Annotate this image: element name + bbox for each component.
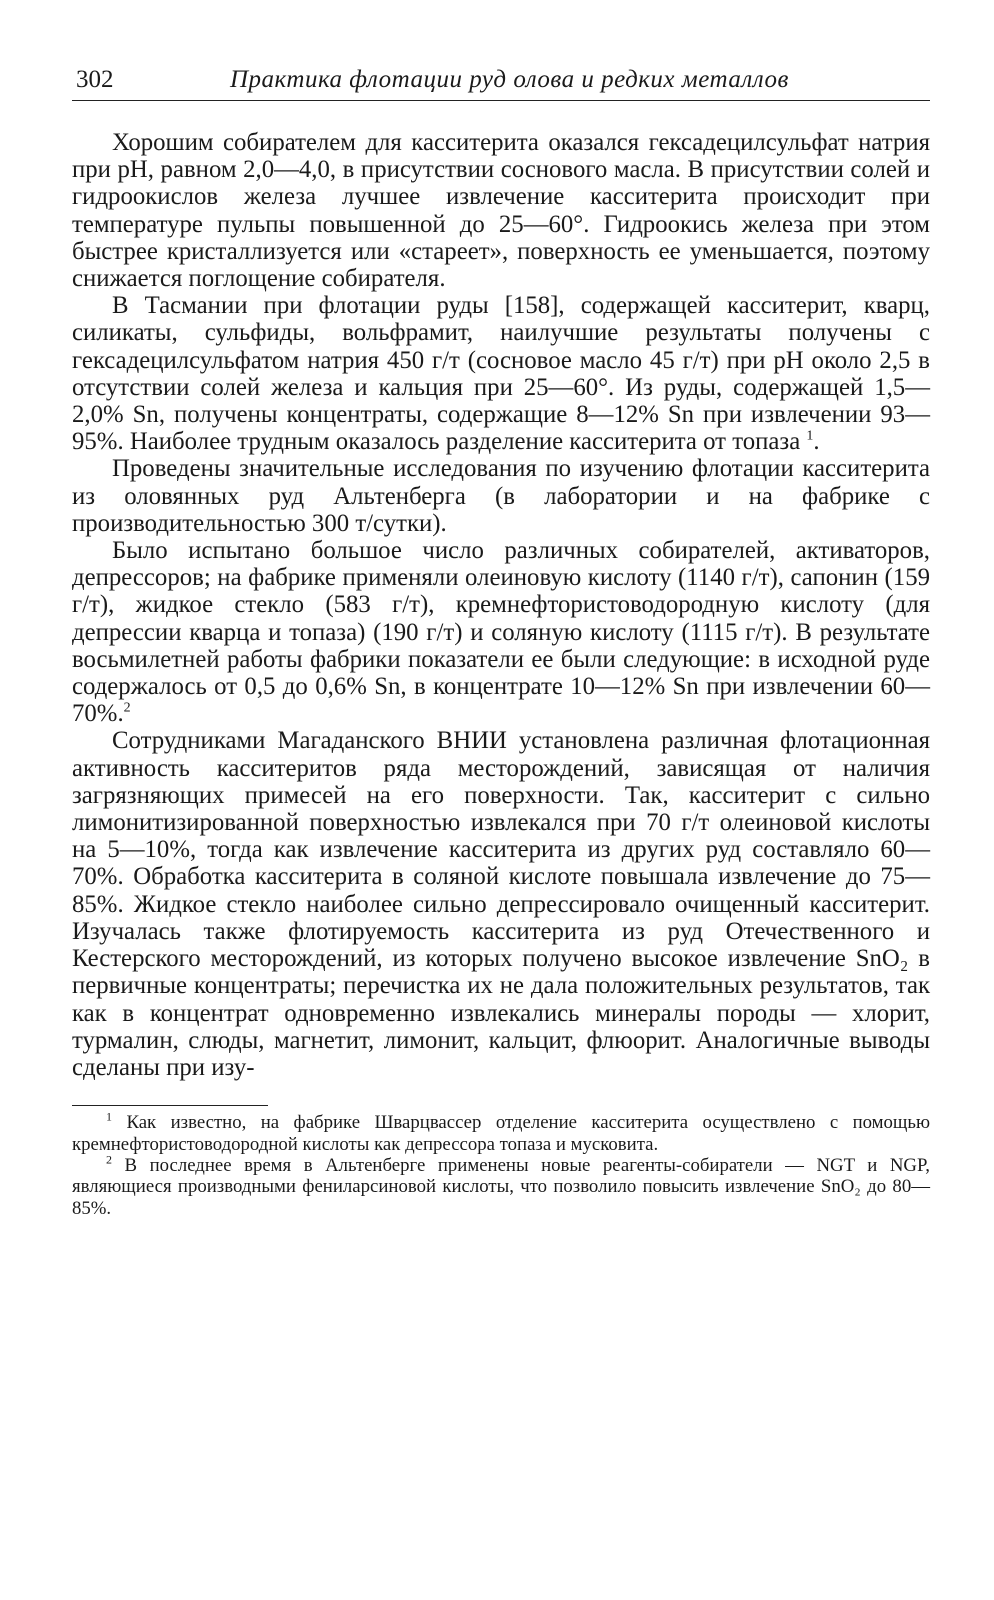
footnote: [72, 1109, 930, 1155]
footnote-mark: 2: [106, 1152, 112, 1167]
footnote-mark: 1: [106, 1109, 112, 1124]
footnote-ref: 2: [123, 701, 131, 716]
running-title: Практика флотации руд олова и редких металлов: [230, 66, 789, 93]
footnote: [72, 1152, 931, 1219]
paragraph: В Тасмании при флотации руды [158], содержащей касситерит, кварц, силикаты, сульфиды, вольфрамит, наилучшие результаты получены с гексадецилсульфатом натрия 450 г/т (сосновое масло 45 г/т) при рН около 2,5 в отсутствии солей железа и кальция при 25—60°. Из руды, содержащей 1,5—2,0% Sn, получены концентраты, содержащие 8—12% Sn при извлечении 93—95%. Наиболее трудным оказалось разделение касситерита от топаза $^1$.: [72, 292, 930, 456]
paragraph-text: В Тасмании при флотации руды [158], содержащей касситерит, кварц, силикаты, сульфиды, вольфрамит, наилучшие результаты получены с гексадецилсульфатом натрия 450 г/т (сосновое масло 45 г/т) при рН около 2,5 в отсутствии солей железа и кальция при 25—60°. Из руды, содержащей 1,5—2,0% Sn, получены концентраты, содержащие 8—12% Sn при извлечении 93—95%. Наиболее трудным оказалось разделение касситерита от топаза: [72, 292, 930, 456]
page-header: [72, 60, 930, 101]
footnote-ref: 1: [806, 428, 814, 444]
page-number: 302: [76, 66, 114, 93]
paragraph: [72, 727, 930, 1081]
book-page: [72, 60, 930, 1219]
body-text: [72, 129, 930, 1081]
paragraph: [72, 129, 930, 292]
paragraph: [72, 455, 930, 537]
paragraph-text: Хорошим собирателем для касситерита оказался гексадецилсульфат натрия при рН, равном 2,0—4,0, в присутствии соснового масла. В присутствии солей и гидроокислов железа лучшее извлечение касситерита происходит при температуре пульпы повышенной до 25—60°. Гидроокись железа при этом быстрее кристаллизуется или «стареет», поверхность ее уменьшается, поэтому снижается поглощение собирателя.: [72, 129, 930, 293]
paragraph-text: Было испытано большое число различных собирателей, активаторов, депрессоров; на фабрике применяли олеиновую кислоту (1140 г/т), сапонин (159 г/т), жидкое стекло (583 г/т), кремнефтористоводородную кислоту (для депрессии кварца и топаза) (190 г/т) и соляную кислоту (1115 г/т). В результате восьмилетней работы фабрики показатели ее были следующие: в исходной руде содержалось от 0,5 до 0,6% Sn, в концентрате 10—12% Sn при извлечении 60—70%.: [72, 537, 930, 728]
paragraph-text: Проведены значительные исследования по изучению флотации касситерита из оловянных руд Альтенберга (в лаборатории и на фабрике с производительностью 300 т/сутки).: [72, 455, 930, 537]
paragraph: [72, 537, 930, 727]
footnotes: [72, 1109, 931, 1219]
footnote-divider: [72, 1105, 268, 1106]
paragraph-text: Сотрудниками Магаданского ВНИИ установлена различная флотационная активность касситеритов ряда месторождений, зависящая от наличия загрязняющих примесей на его поверхности. Так, касситерит с сильно лимонитизированной поверхностью извлекался при 70 г/т олеиновой кислоты на 5—10%, тогда как извлечение касситерита из других руд составляло 60—70%. Обработка касситерита в соляной кислоте повышала извлечение до 75—85%. Жидкое стекло наиболее сильно депрессировало очищенный касситерит. Изучалась также флотируемость касситерита из руд Отечественного и Кестерского месторождений, из которых получено высокое извлечение SnO₂ в первичные концентраты; перечистка их не дала положительных результатов, так как в концентрат одновременно извлекались минералы породы — хлорит, турмалин, слюды, магнетит, лимонит, кальцит, флюорит. Аналогичные выводы сделаны при изу-: [72, 727, 930, 1081]
footnote-text: Как известно, на фабрике Шварцвассер отделение касситерита осуществлено с помощью кремнефтористоводородной кислоты как депрессора топаза и мусковита.: [72, 1112, 930, 1155]
footnote-text: В последнее время в Альтенберге применены новые реагенты-собиратели — NGT и NGP, являющиеся производными фениларсиновой кислоты, что позволило повысить извлечение SnO₂ до 80—85%.: [72, 1154, 931, 1219]
